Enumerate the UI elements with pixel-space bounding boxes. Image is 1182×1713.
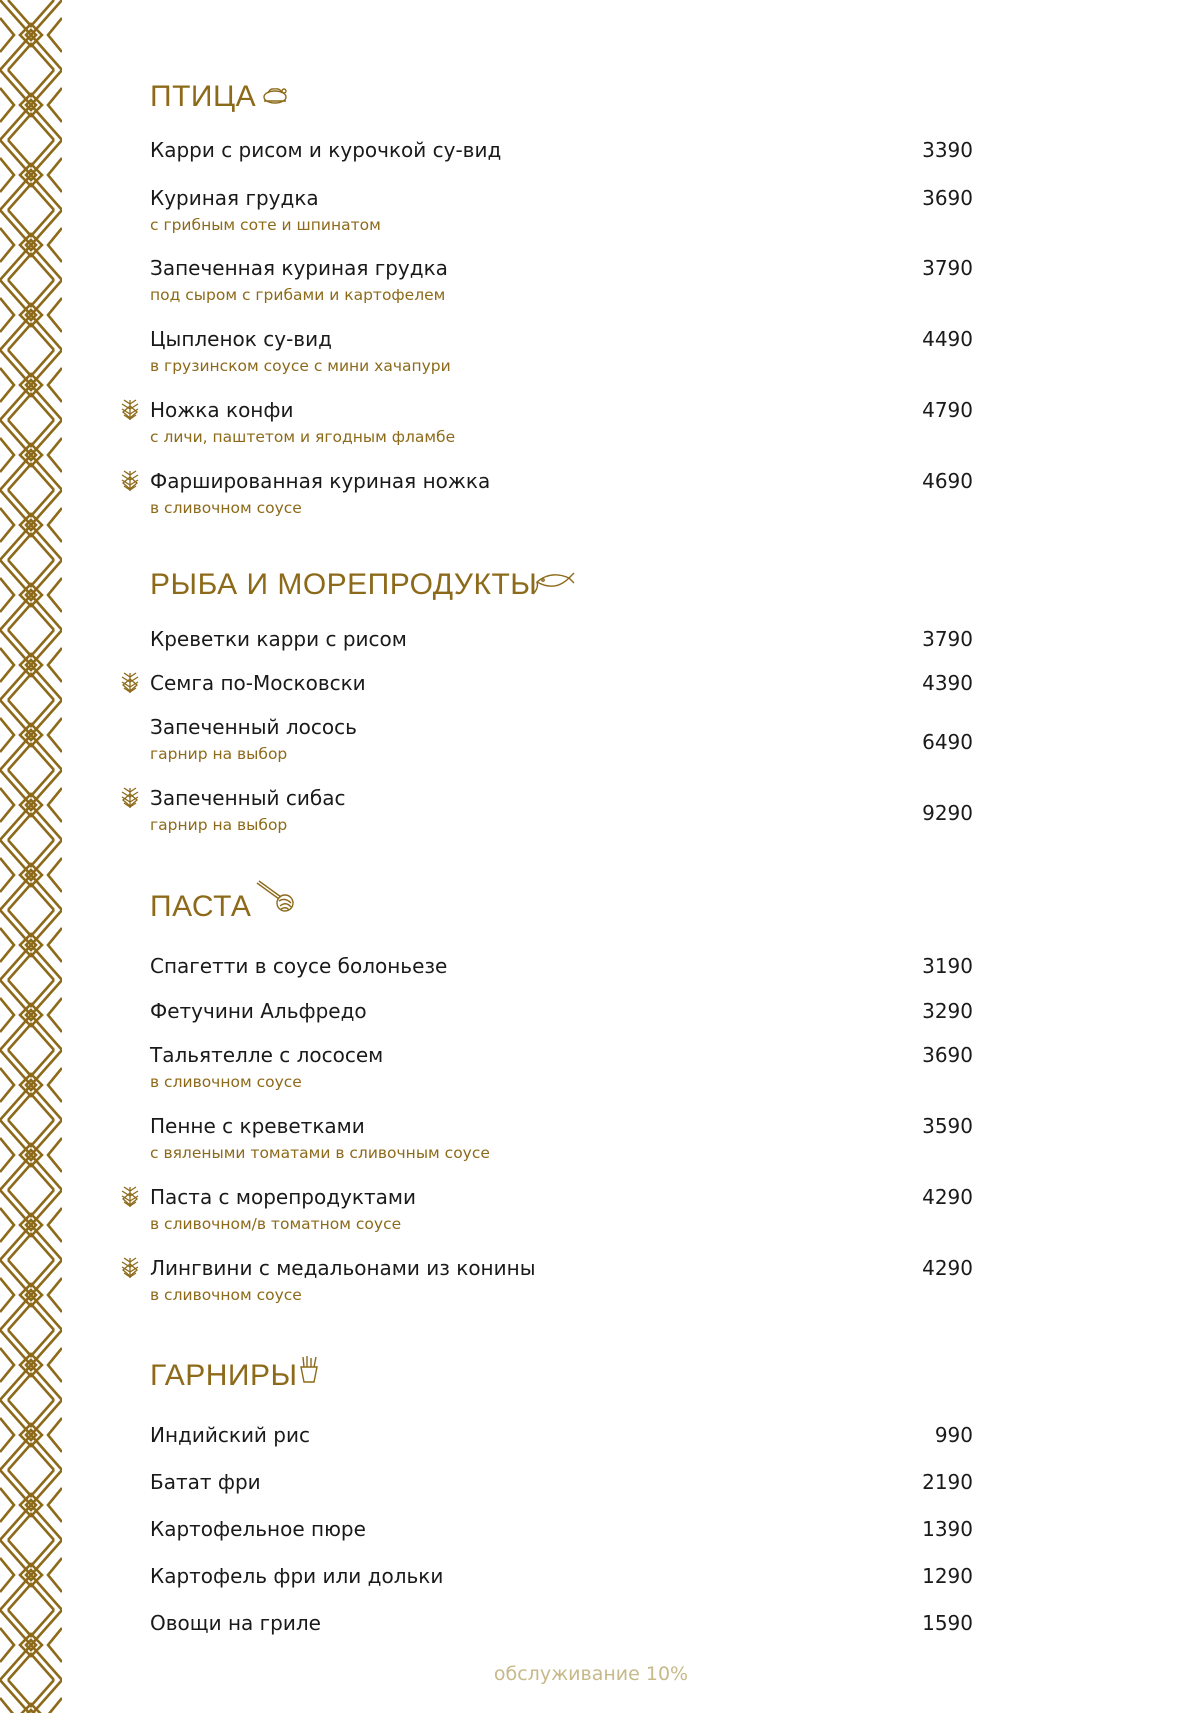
menu-item-price: 4490 [922,327,973,351]
menu-item-name: Ножка конфи [150,398,294,422]
menu-item-name: Фаршированная куриная ножка [150,469,491,493]
menu-item-price: 3190 [922,954,973,978]
menu-item-description: гарнир на выбор [150,816,288,834]
menu-item-description: в сливочном/в томатном соусе [150,1215,402,1233]
section-title-pasta-text: ПАСТА [150,890,252,923]
menu-item-description: гарнир на выбор [150,745,288,763]
menu-item-price: 4290 [922,1256,973,1280]
signature-dish-icon [118,671,142,695]
menu-item-price: 3790 [922,256,973,280]
menu-item-description: под сыром с грибами и картофелем [150,286,446,304]
menu-item-price: 3590 [922,1114,973,1138]
menu-item-name: Батат фри [150,1470,261,1494]
menu-item-price: 3690 [922,1043,973,1067]
menu-item-price: 990 [934,1423,973,1447]
menu-item [150,327,973,387]
menu-item-name: Запеченная куриная грудка [150,256,448,280]
menu-item-price: 4390 [922,671,973,695]
menu-item-description: в сливочном соусе [150,1073,302,1091]
fish-icon [531,568,575,604]
menu-item-price: 4290 [922,1185,973,1209]
menu-item-name: Креветки карри с рисом [150,627,407,651]
menu-item-name: Тальятелле с лососем [150,1043,384,1067]
menu-item [150,786,973,846]
menu-item [150,186,973,246]
menu-item [150,469,973,529]
menu-item-description: с личи, паштетом и ягодным фламбе [150,428,456,446]
signature-dish-icon [118,1256,142,1280]
menu-item-name: Пенне с креветками [150,1114,365,1138]
menu-item-description: в сливочном соусе [150,1286,302,1304]
menu-item [150,1256,973,1316]
menu-item-name: Лингвини с медальонами из конины [150,1256,536,1280]
section-title-fish-text: РЫБА И МОРЕПРОДУКТЫ [150,568,538,601]
menu-item-name: Овощи на гриле [150,1611,321,1635]
menu-item-name: Фетучини Альфредо [150,999,367,1023]
menu-item-price: 4690 [922,469,973,493]
menu-item [150,715,973,775]
fries-icon [298,1355,320,1391]
menu-item-price: 1390 [922,1517,973,1541]
menu-item [150,256,973,316]
menu-item-description: в сливочном соусе [150,499,302,517]
menu-item-description: с грибным соте и шпинатом [150,216,381,234]
menu-item-name: Запеченный сибас [150,786,346,810]
menu-item-name: Индийский рис [150,1423,310,1447]
menu-item-price: 1290 [922,1564,973,1588]
menu-item-name: Запеченный лосось [150,715,357,739]
ornament-border [0,0,62,1713]
section-title-poultry [150,80,290,115]
signature-dish-icon [118,398,142,422]
menu-item-price: 3690 [922,186,973,210]
menu-item-price: 3790 [922,627,973,651]
menu-item-name: Семга по-Московски [150,671,366,695]
menu-item [150,1611,973,1671]
pasta-fork-icon [255,879,297,923]
service-charge-note: обслуживание 10% [493,1663,689,1685]
menu-item-price: 1590 [922,1611,973,1635]
roast-chicken-icon [260,81,290,115]
signature-dish-icon [118,1185,142,1209]
section-title-poultry-text: ПТИЦА [150,80,257,113]
section-title-pasta [150,890,297,924]
section-title-fish [150,568,575,604]
menu-item [150,1043,973,1103]
menu-item-description: в грузинском соусе с мини хачапури [150,357,451,375]
menu-item-description: с вялеными томатами в сливочным соусе [150,1144,490,1162]
menu-item-price: 2190 [922,1470,973,1494]
menu-item-name: Картофель фри или дольки [150,1564,444,1588]
menu-item-price: 3290 [922,999,973,1023]
menu-item-name: Паста с морепродуктами [150,1185,416,1209]
menu-item-name: Карри с рисом и курочкой су-вид [150,138,502,162]
menu-item-name: Куриная грудка [150,186,319,210]
signature-dish-icon [118,786,142,810]
menu-item-price: 9290 [922,801,973,825]
menu-item-name: Спагетти в соусе болоньезе [150,954,448,978]
section-title-sides [150,1359,320,1393]
section-title-sides-text: ГАРНИРЫ [150,1359,298,1392]
menu-item-price: 3390 [922,138,973,162]
menu-item-price: 4790 [922,398,973,422]
menu-item-price: 6490 [922,730,973,754]
menu-item [150,1114,973,1174]
signature-dish-icon [118,469,142,493]
menu-item [150,398,973,458]
menu-item-name: Картофельное пюре [150,1517,366,1541]
menu-item [150,1185,973,1245]
menu-item-name: Цыпленок су-вид [150,327,332,351]
